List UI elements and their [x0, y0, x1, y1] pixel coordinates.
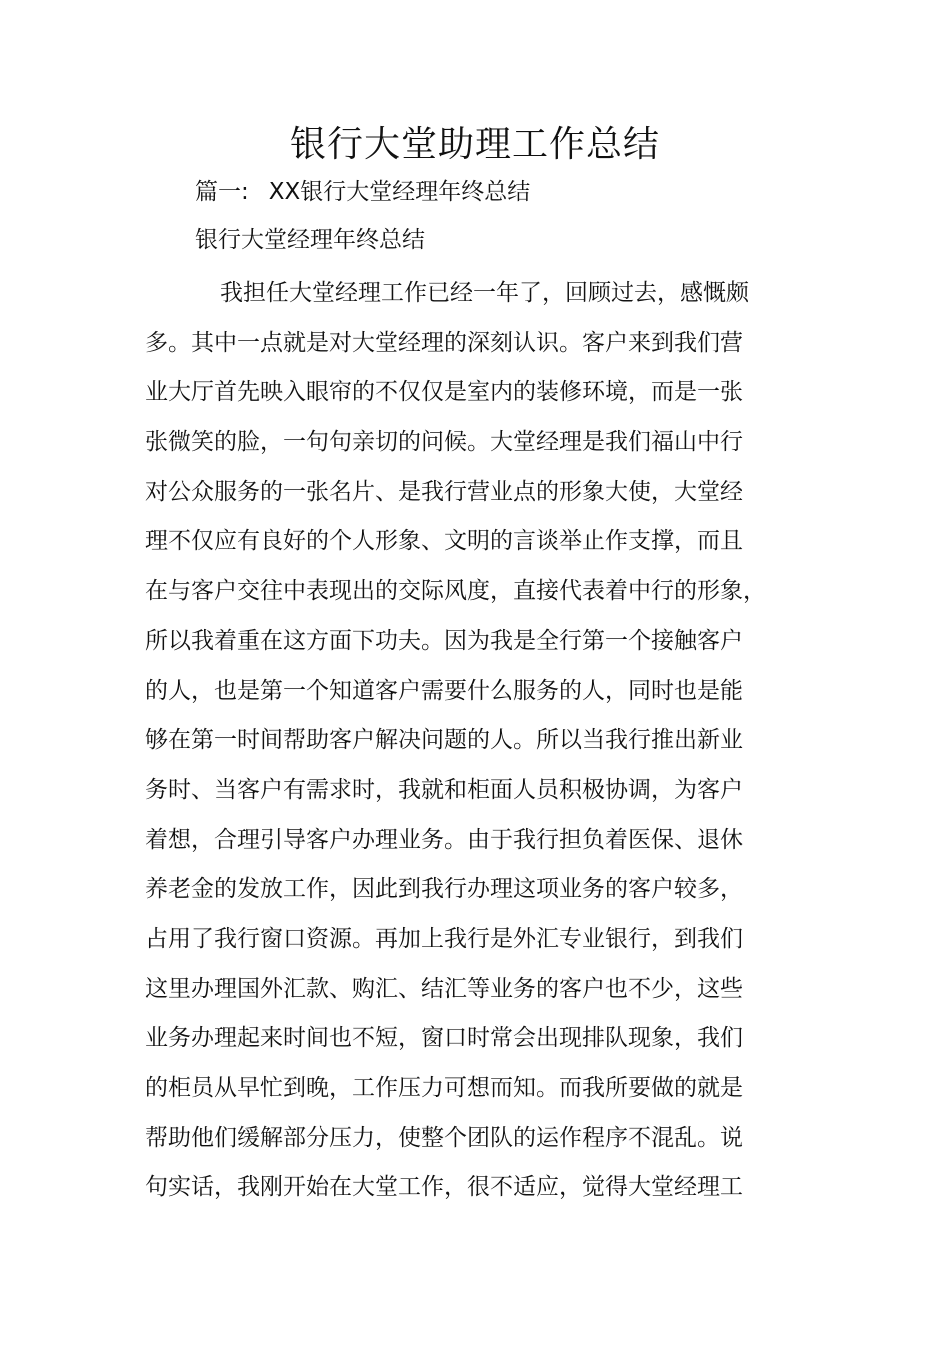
text-line: 养老金的发放工作，因此到我行办理这项业务的客户较多， — [145, 876, 743, 903]
text-line: 帮助他们缓解部分压力，使整个团队的运作程序不混乱。说 — [145, 1124, 743, 1151]
text-line: 所以我着重在这方面下功夫。因为我是全行第一个接触客户 — [145, 627, 743, 654]
text-line: 的柜员从早忙到晚，工作压力可想而知。而我所要做的就是 — [145, 1075, 743, 1101]
text-line: 句实话，我刚开始在大堂工作，很不适应，觉得大堂经理工 — [145, 1174, 743, 1201]
text-line: 占用了我行窗口资源。再加上我行是外汇专业银行，到我们 — [145, 925, 743, 952]
article-heading: 银行大堂经理年终总结 — [195, 227, 425, 253]
text-line: 对公众服务的一张名片、是我行营业点的形象大使，大堂经 — [145, 478, 743, 505]
text-line: 理不仅应有良好的个人形象、文明的言谈举止作支撑，而且 — [145, 528, 743, 555]
text-line: 的人，也是第一个知道客户需要什么服务的人，同时也是能 — [145, 677, 743, 704]
document-title: 银行大堂助理工作总结 — [289, 124, 660, 165]
body-text — [145, 270, 765, 1214]
section-title: XX银行大堂经理年终总结 — [268, 179, 531, 205]
section-label: 篇一: — [195, 179, 249, 205]
text-line: 张微笑的脸，一句句亲切的问候。大堂经理是我们福山中行 — [145, 429, 743, 456]
text-line: 够在第一时间帮助客户解决问题的人。所以当我行推出新业 — [145, 727, 743, 754]
text-line: 着想，合理引导客户办理业务。由于我行担负着医保、退休 — [145, 826, 743, 853]
text-line: 多。其中一点就是对大堂经理的深刻认识。客户来到我们营 — [145, 329, 743, 356]
section-heading — [195, 174, 530, 210]
text-line: 业务办理起来时间也不短，窗口时常会出现排队现象，我们 — [145, 1025, 743, 1052]
text-line: 业大厅首先映入眼帘的不仅仅是室内的装修环境，而是一张 — [145, 379, 743, 406]
text-line: 这里办理国外汇款、购汇、结汇等业务的客户也不少，这些 — [145, 975, 743, 1002]
text-line: 在与客户交往中表现出的交际风度，直接代表着中行的形象， — [145, 578, 766, 605]
text-line: 我担任大堂经理工作已经一年了，回顾过去，感慨颇 — [220, 280, 749, 306]
text-line: 务时、当客户有需求时，我就和柜面人员积极协调，为客户 — [145, 776, 743, 803]
